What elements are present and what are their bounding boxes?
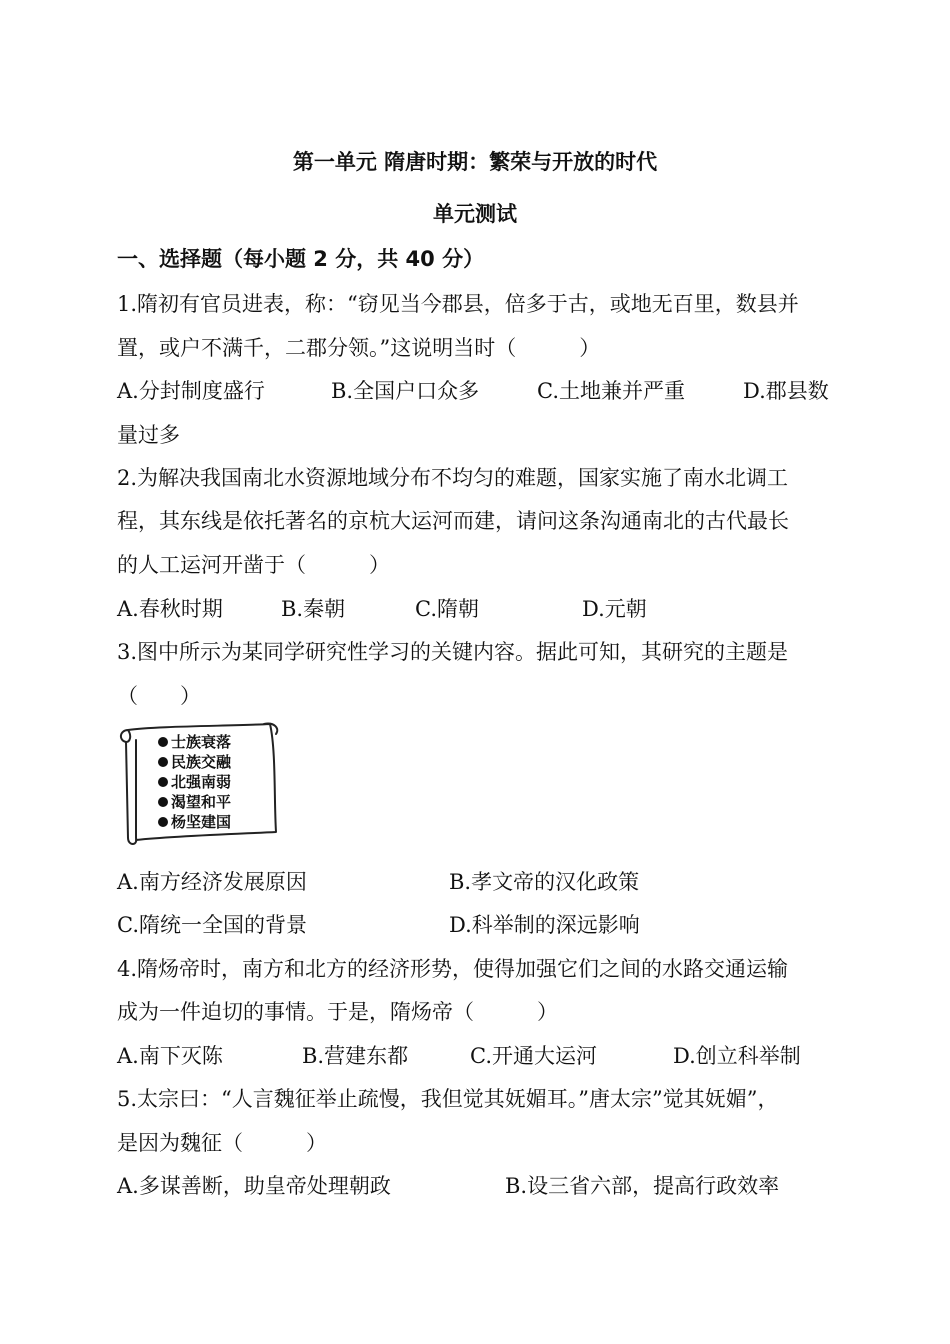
q4-option-c: C.开通大运河 — [470, 1044, 597, 1068]
bullet-icon — [158, 737, 168, 747]
q1-option-c: C.土地兼并严重 — [537, 379, 685, 403]
q3-option-b: B.孝文帝的汉化政策 — [449, 870, 640, 894]
q2-stem-line2: 程，其东线是依托著名的京杭大运河而建，请问这条沟通南北的古代最长 — [117, 509, 789, 533]
q2-stem-line3: 的人工运河开凿于（ ） — [117, 553, 390, 577]
scroll-item: 杨坚建国 — [158, 812, 231, 832]
q1-stem-line1: 1.隋初有官员进表，称：“窃见当今郡县，倍多于古，或地无百里，数县并 — [117, 292, 799, 316]
q4-stem-line2: 成为一件迫切的事情。于是，隋炀帝（ ） — [117, 1000, 558, 1024]
q3-option-d: D.科举制的深远影响 — [449, 913, 640, 937]
q3-option-a: A.南方经济发展原因 — [117, 870, 307, 894]
q3-stem-line1: 3.图中所示为某同学研究性学习的关键内容。据此可知，其研究的主题是 — [117, 640, 789, 664]
scroll-item: 北强南弱 — [158, 772, 231, 792]
test-subtitle: 单元测试 — [433, 202, 517, 226]
q5-option-a: A.多谋善断，助皇帝处理朝政 — [117, 1174, 391, 1198]
q4-option-a: A.南下灭陈 — [117, 1044, 223, 1068]
section-heading: 一、选择题（每小题 2 分，共 40 分） — [117, 247, 485, 271]
q1-option-d-continued: 量过多 — [117, 423, 180, 447]
q5-stem-line1: 5.太宗曰：“人言魏征举止疏慢，我但觉其妩媚耳。”唐太宗”觉其妩媚”， — [117, 1087, 779, 1111]
q4-option-b: B.营建东都 — [302, 1044, 409, 1068]
q2-option-b: B.秦朝 — [281, 597, 346, 621]
q4-stem-line1: 4.隋炀帝时，南方和北方的经济形势，使得加强它们之间的水路交通运输 — [117, 957, 789, 981]
bullet-icon — [158, 757, 168, 767]
bullet-icon — [158, 777, 168, 787]
scroll-item: 渴望和平 — [158, 792, 231, 812]
q1-stem-line2: 置，或户不满千，二郡分领。”这说明当时（ ） — [117, 336, 601, 360]
q3-option-c: C.隋统一全国的背景 — [117, 913, 307, 937]
unit-title: 第一单元 隋唐时期：繁荣与开放的时代 — [292, 150, 658, 174]
scroll-item: 民族交融 — [158, 752, 231, 772]
q2-option-c: C.隋朝 — [415, 597, 479, 621]
q3-stem-line2: （ ） — [117, 684, 201, 708]
q1-option-d: D.郡县数 — [743, 379, 829, 403]
scroll-item: 士族衰落 — [158, 732, 231, 752]
q2-option-d: D.元朝 — [582, 597, 647, 621]
q1-option-b: B.全国户口众多 — [331, 379, 480, 403]
q2-stem-line1: 2.为解决我国南北水资源地域分布不均匀的难题，国家实施了南水北调工 — [117, 466, 789, 490]
scroll-figure — [114, 720, 280, 848]
q2-option-a: A.春秋时期 — [117, 597, 223, 621]
q4-option-d: D.创立科举制 — [673, 1044, 801, 1068]
q5-stem-line2: 是因为魏征（ ） — [117, 1131, 327, 1155]
bullet-icon — [158, 817, 168, 827]
bullet-icon — [158, 797, 168, 807]
q5-option-b: B.设三省六部，提高行政效率 — [505, 1174, 780, 1198]
q1-option-a: A.分封制度盛行 — [117, 379, 265, 403]
scroll-item-list — [158, 732, 231, 832]
